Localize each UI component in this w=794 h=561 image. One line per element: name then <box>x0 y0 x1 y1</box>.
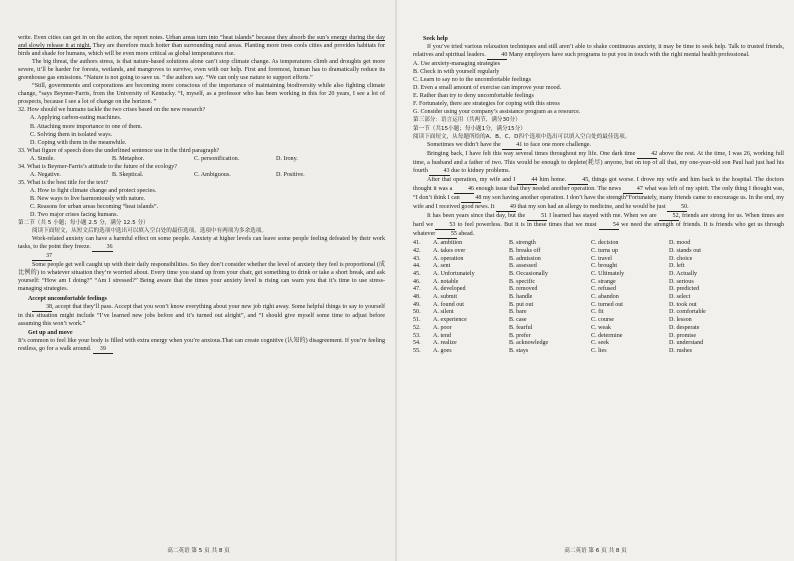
choice-option: D. predicted <box>669 286 700 293</box>
passage-paragraph: write. Even cities can get in on the action, the report notes. Urban areas turn into “heat islands” because they absorb the sun’s energy during the day and slowly release it at night. They are therefore much hotter than surrounding rural areas. Planting more trees cools cities and provides habitats for birds and shade for humans, which will be even more critical as global temperatures rise. <box>18 35 385 58</box>
passage-paragraph: It’s common to feel like your body is filled with extra energy when you’re anxious.That can create cognitive (认知的) disagreement. If you’re feeling restless, go for a walk around. 39 <box>18 337 385 354</box>
question-number: 48. <box>413 294 421 301</box>
choice-row <box>413 256 749 264</box>
choice-option: A. experience <box>433 317 467 324</box>
blank-38: 38 <box>32 303 52 312</box>
choice-option: D. select <box>669 294 691 301</box>
choice-option: A. operation <box>433 255 464 262</box>
question-34: 34. What is Beymer-Farris’s attitude to the future of the ecology? <box>18 163 178 170</box>
option: C. Reasons for urban areas becoming “heat islands”. <box>30 203 159 210</box>
option: E. Rather than try to deny uncomfortable feelings <box>413 93 534 100</box>
choice-row <box>413 348 749 356</box>
question-number: 47. <box>413 286 421 293</box>
choice-option: A. silent <box>433 309 454 316</box>
choice-option: C. weak <box>591 324 611 331</box>
subheading: Accept uncomfortable feelings <box>28 295 107 302</box>
choice-option: C. brought <box>591 263 618 270</box>
passage-paragraph: Some people get well caught up with their daily responsibilities. So they don’t consider whether the level of anxiety they feel is proportional (成比例的) to whatever situation they’re worried about. Every time you stand up from your chair, get something to drink or take a short break, and ask yourself: “How am I doing?” “Am I stressed?” Being aware that the times your anxiety level is rising can warn you that it’s time to use stress-managing strategies. <box>18 262 385 293</box>
choice-option: B. fearful <box>509 324 533 331</box>
passage-paragraph <box>18 252 385 261</box>
choice-row <box>413 325 749 333</box>
choice-option: A. developed <box>433 286 466 293</box>
blank-53: 53 <box>435 221 455 230</box>
option: C. Learn to say no to the uncomfortable feelings <box>413 77 531 84</box>
choice-option: B. acknowledge <box>509 340 549 347</box>
choice-option: B. removed <box>509 286 538 293</box>
choice-row <box>413 333 749 341</box>
choices-body <box>413 240 749 356</box>
choice-option: A. Unfortunately <box>433 270 475 277</box>
choice-option: A. notable <box>433 278 459 285</box>
question-33: 33. What figure of speech does the underlined sentence use in the third paragraph? <box>18 147 220 154</box>
choice-row <box>413 271 749 279</box>
choice-option: D. comfortable <box>669 309 706 316</box>
passage-paragraph: Work-related anxiety can have a harmful effect on some people. Anxiety at higher levels can leave some people feeling defeated by their work tasks, to the point they freeze. 36 <box>18 235 385 252</box>
option: F. Fortunately, there are strategies for coping with this stress <box>413 101 560 108</box>
choice-option: C. course <box>591 317 615 324</box>
choice-option: B. put out <box>509 301 534 308</box>
question-number: 50. <box>413 309 421 316</box>
choice-option: C. Ultimately <box>591 270 625 277</box>
choice-option: D. understand <box>669 340 704 347</box>
choice-option: B. assessed <box>509 263 537 270</box>
options-row: A. Negative. B. Skeptical. C. Ambiguous. D. Positive. <box>30 171 305 178</box>
choice-option: C. refused <box>591 286 617 293</box>
choice-option: C. lies <box>591 347 607 354</box>
option: D. Coping with them in the meanwhile. <box>30 139 127 146</box>
choice-option: D. stands out <box>669 247 701 254</box>
choice-option: B. bare <box>509 309 527 316</box>
choice-option: D. left <box>669 263 685 270</box>
choice-option: A. ambition <box>433 240 463 247</box>
question-number: 45. <box>413 270 421 277</box>
passage-paragraph: 38, accept that they’ll pass. Accept that you won’t know everything about your new job right away. Some helpful things to say to yourself in this situation might include “I’ve learned new jobs before and it’s turned out alright”, and “I should give myself some time to adjust before assuming this won’t work.” <box>18 303 385 327</box>
cloze-paragraph: Sometimes we didn’t have the 41 to face one more challenge. <box>413 141 784 150</box>
blank-37: 37 <box>32 252 52 261</box>
choice-row <box>413 340 749 348</box>
choice-option: B. stays <box>509 347 529 354</box>
option: A. Use anxiety-managing strategies <box>413 61 500 68</box>
choice-option: B. specific <box>509 278 536 285</box>
section-2-instructions: 阅读下面短文，从短文后的选项中选出可以填入空白处的最佳选项。选项中有两项为多余选项。 <box>32 228 267 235</box>
question-number: 46. <box>413 278 421 285</box>
question-number: 53. <box>413 332 421 339</box>
blank-44: 44 <box>517 176 537 185</box>
blank-47: 47 <box>623 185 643 194</box>
question-number: 54. <box>413 340 421 347</box>
page-footer: 高二英语 第 5 页 共 8 页 <box>167 547 230 554</box>
passage-paragraph: The big threat, the authors stress, is that nature-based solutions alone can’t stop climate change. As temperatures climb and droughts get more severe, it’ll be harder for forests, wetlands, and mangroves to survive, even with our help. First and foremost, human has to dramatically reduce its greenhouse gas emissions. “Nature is not going to save us. ” the authors say. “We can only use nature to support efforts.” <box>18 59 385 82</box>
blank-50: 50 <box>667 203 687 212</box>
question-number: 44. <box>413 263 421 270</box>
choice-option: C. turned out <box>591 301 623 308</box>
cloze-paragraph: After that operation, my wife and I 44 him home. 45, things got worse. I drove my wife and him back to the hospital. The doctors thought it was a 46 enough issue that they needed another operation. The news 47 what was left of my spirit. The only thing I thought was, “I don’t think I can 48 my son having another operation. I don’t have the strength”Fortunately, many friends came to encourage us. In the end, my wife and I received good news. It 49 that my son had an allergy to medicine, and he would be just 50. <box>413 176 784 212</box>
choice-option: B. Occasionally <box>509 270 548 277</box>
option: C. Solving them in isolated ways. <box>30 131 113 138</box>
blank-46: 46 <box>454 185 474 194</box>
blank-39: 39 <box>93 345 113 354</box>
blank-55: 55 <box>437 230 457 239</box>
option: B. Attaching more importance to one of them. <box>30 123 143 130</box>
choice-option: D. Actually <box>669 270 698 277</box>
question-number: 51. <box>413 317 421 324</box>
choice-option: A. takes over <box>433 247 466 254</box>
choice-option: C. seek <box>591 340 609 347</box>
blank-51: 51 <box>527 212 547 221</box>
page-6 <box>397 0 794 561</box>
option: A. Applying carbon-eating machines. <box>30 115 122 122</box>
choice-option: D. lesson <box>669 317 692 324</box>
choice-row <box>413 279 749 287</box>
choice-row <box>413 240 749 248</box>
page-footer: 高二英语 第 6 页 共 8 页 <box>564 547 627 554</box>
choice-option: A. tend <box>433 332 451 339</box>
blank-36: 36 <box>92 243 112 252</box>
choice-option: B. strength <box>509 240 536 247</box>
choice-option: D. promise <box>669 332 697 339</box>
question-number: 49. <box>413 301 421 308</box>
question-number: 41. <box>413 240 421 247</box>
choice-option: C. strange <box>591 278 616 285</box>
part-3-title: 第三部分：语言运用（共两节，满分30分） <box>413 117 521 124</box>
choice-row <box>413 294 749 302</box>
choice-option: C. decision <box>591 240 619 247</box>
blank-40: 40 <box>487 51 507 60</box>
option: D. Even a small amount of exercise can improve your mood. <box>413 85 562 92</box>
choice-option: D. took out <box>669 301 697 308</box>
underlined-sentence: Urban areas turn into “heat islands” because they absorb the sun’s energy during the day and slowly release it at night. <box>18 35 385 50</box>
choice-option: A. sent <box>433 263 451 270</box>
options-row: A. Simile. B. Metaphor. C. personification. D. Irony. <box>30 155 298 162</box>
blank-45: 45 <box>568 176 588 185</box>
section-2-title: 第二节（共 5 小题；每小题 2.5 分，满分 12.5 分） <box>18 220 149 227</box>
choice-option: B. breaks off <box>509 247 541 254</box>
choice-option: D. mood <box>669 240 691 247</box>
choice-option: D. serious <box>669 278 694 285</box>
cloze-paragraph: Bringing back, I have felt this way several times throughout my life. One dark time 42 above the rest. At the time, I was 26, working full time, a husband and a father of two. This would be enough to deplete(耗尽) anyone, but on top of all that, my one-year-old son Paul had just had his fourth 43 due to kidney problems. <box>413 150 784 176</box>
choice-option: C. turns up <box>591 247 618 254</box>
choice-option: B. handle <box>509 294 533 301</box>
choice-option: C. abandon <box>591 294 619 301</box>
subheading: Seek help <box>423 36 448 42</box>
question-number: 55. <box>413 347 421 354</box>
blank-54: 54 <box>599 221 619 230</box>
subheading: Get up and move <box>28 329 73 336</box>
choice-row <box>413 286 749 294</box>
question-number: 52. <box>413 324 421 331</box>
choice-option: C. travel <box>591 255 612 262</box>
blank-43: 43 <box>429 167 449 176</box>
choice-option: B. prefer <box>509 332 531 339</box>
blank-41: 41 <box>502 141 522 150</box>
section-1-title: 第一节（共15小题；每小题1分，满分15分） <box>413 125 526 132</box>
blank-49: 49 <box>496 203 516 212</box>
choice-option: A. submit <box>433 294 458 301</box>
choice-option: A. goes <box>433 347 452 354</box>
passage-paragraph: If you’ve tried various relaxation techniques and still aren’t able to shake continuous anxiety, it may be time to seek help. Talk to trusted friends, relatives and spiritual leaders. 40 Many employers have such programs to put you in touch with the right mental health professional. <box>413 43 784 60</box>
choice-row <box>413 317 749 325</box>
choice-option: B. admission <box>509 255 541 262</box>
choice-option: C. fit <box>591 309 604 316</box>
question-number: 43. <box>413 255 421 262</box>
choice-row <box>413 309 749 317</box>
option: G. Consider using your company’s assistance program as a resource. <box>413 109 581 116</box>
choice-option: A. poor <box>433 324 452 331</box>
option: A. How to fight climate change and protect species. <box>30 187 157 194</box>
choice-row <box>413 263 749 271</box>
option: B. New ways to live harmoniously with nature. <box>30 195 146 202</box>
choice-option: C. determine <box>591 332 623 339</box>
choice-option: B. case <box>509 317 527 324</box>
passage-paragraph: “Still, governments and corporations are becoming more conscious of the importance of maintaining biodiversity while also fighting climate change, “says Beymer-Farris, from the University of Kentucky. “I, myself, as a professor who has been working in this for 20 years, I see a lot of prospects, because I see a lot of change on the horizon. ” <box>18 83 385 106</box>
option: D. Two major crises facing humans. <box>30 212 118 219</box>
blank-42: 42 <box>637 150 657 159</box>
choice-option: D. choice <box>669 255 693 262</box>
choice-option: D. rushes <box>669 347 693 354</box>
question-35: 35. What is the best title for the text? <box>18 179 109 186</box>
choice-row <box>413 248 749 256</box>
choice-option: D. desperate <box>669 324 700 331</box>
choice-option: A. found out <box>433 301 464 308</box>
question-32: 32. How should we humans tackle the two crises based on the new research? <box>18 107 206 114</box>
blank-52: 52 <box>659 212 679 221</box>
blank-48: 48 <box>461 194 481 203</box>
section-1-instructions: 阅读下面短文，从每题所给的A、B、C、D四个选项中选出可以填入空白处的最佳选项。 <box>413 133 631 140</box>
question-number: 42. <box>413 247 421 254</box>
option: B. Check in with yourself regularly <box>413 69 500 76</box>
choice-option: A. realize <box>433 340 457 347</box>
choices-table <box>413 240 749 356</box>
cloze-paragraph: It has been years since that day, but the 51 I learned has stayed with me. When we are 52, friends are strong for us. When times are hard we 53 to feel powerless. But it is in these times that we must 54 we need the strength of friends. It is friends who get us through whatever 55 ahead. <box>413 212 784 239</box>
